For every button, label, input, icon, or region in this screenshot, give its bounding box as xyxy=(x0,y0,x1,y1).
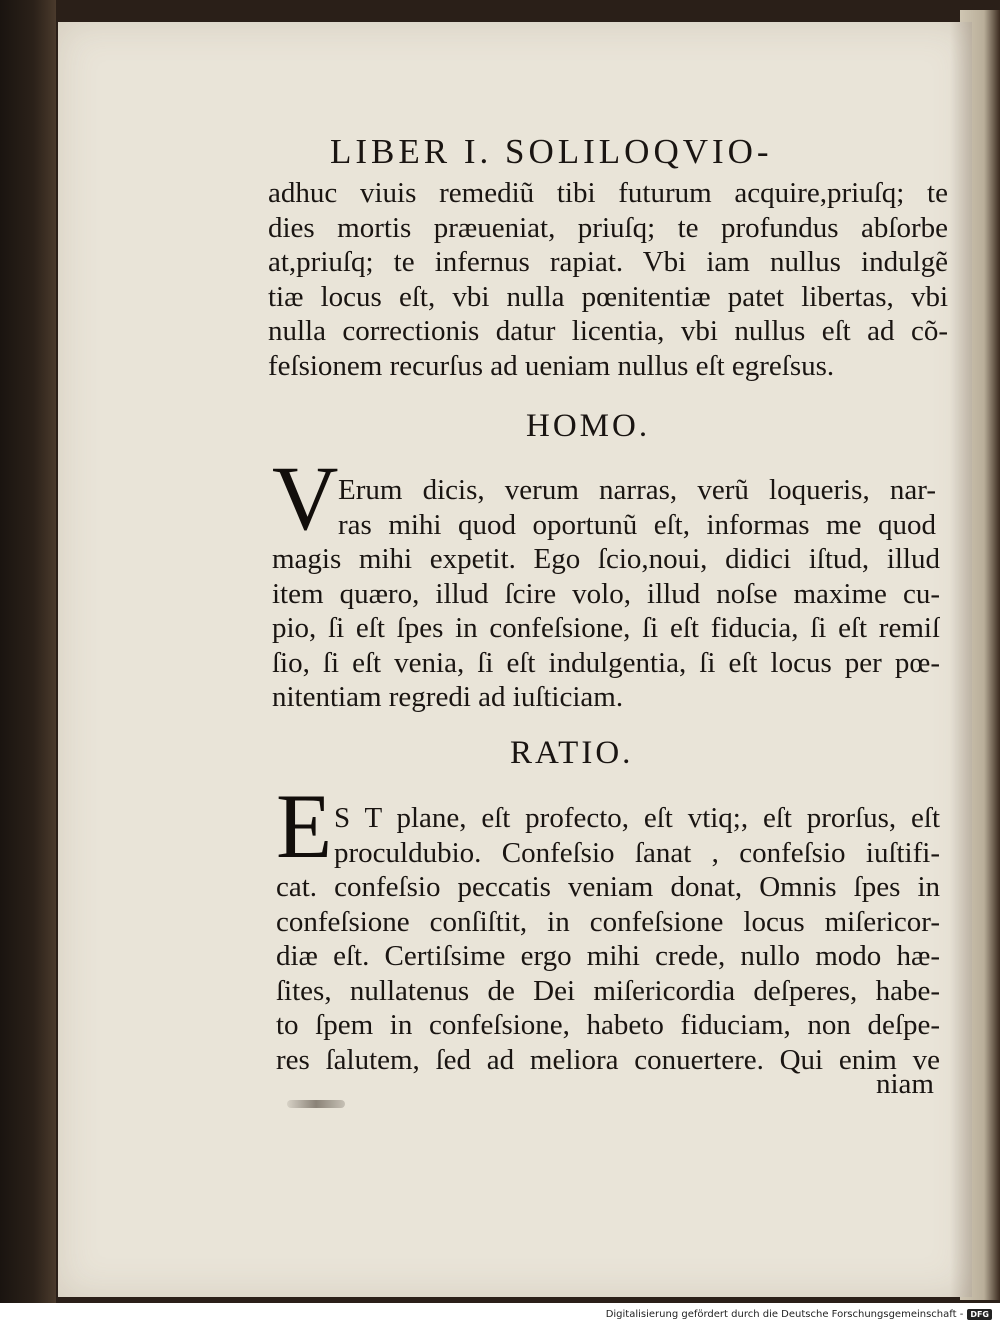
drop-capital: V xyxy=(272,447,339,549)
text-line: to ſpem in confeſsione, habeto fiduciam, non deſpe- xyxy=(276,1009,940,1041)
paragraph-homo-start xyxy=(338,473,936,542)
paragraph-homo xyxy=(272,542,940,715)
ink-smudge xyxy=(287,1100,345,1108)
text-line: confeſsione conſiſtit, in confeſsione locus miſericor- xyxy=(276,905,940,938)
text-line: adhuc viuis remediũ tibi futurum acquire,priuſq; te xyxy=(268,177,948,209)
text-line: ras mihi quod oportunũ eſt, informas me quod xyxy=(338,508,936,541)
text-line: nitentiam regredi ad iuſticiam. xyxy=(272,681,624,713)
text-line: magis mihi expetit. Ego ſcio,noui, didici iſtud, illud xyxy=(272,543,940,575)
text-line: tiæ locus eſt, vbi nulla pœnitentiæ patet libertas, vbi xyxy=(268,280,948,313)
text-line: pio, ſi eſt ſpes in confeſsione, ſi eſt fiducia, ſi eſt remiſ xyxy=(272,612,940,644)
text-line: item quæro, illud ſcire volo, illud noſse maxime cu- xyxy=(272,577,940,610)
text-line: res ſalutem, ſed ad meliora conuertere. Qui enim ve xyxy=(276,1043,940,1076)
heading-ratio: RATIO. xyxy=(510,735,634,771)
paragraph-ratio-start xyxy=(334,801,940,870)
text-line: at,priuſq; te infernus rapiat. Vbi iam nullus indulgẽ xyxy=(268,246,948,278)
text-line: Erum dicis, verum narras, verũ loqueris, nar- xyxy=(338,474,936,506)
paragraph-ratio xyxy=(276,870,940,1077)
text-line: ſio, ſi eſt venia, ſi eſt indulgentia, ſi eſt locus per pœ- xyxy=(272,646,940,679)
text-line: feſsionem recurſus ad ueniam nullus eſt egreſsus. xyxy=(268,349,835,382)
text-line: S T plane, eſt profecto, eſt vtiq;, eſt prorſus, eſt xyxy=(334,802,940,834)
text-line: diæ eſt. Certiſsime ergo mihi crede, nullo modo hæ- xyxy=(276,940,940,972)
heading-homo: HOMO. xyxy=(526,408,651,444)
text-line: cat. confeſsio peccatis veniam donat, Omnis ſpes in xyxy=(276,871,940,903)
text-line: nulla correctionis datur licentia, vbi nullus eſt ad cõ- xyxy=(268,315,948,347)
page-shadow xyxy=(950,22,972,1297)
drop-capital: E xyxy=(276,775,333,877)
text-line: ſites, nullatenus de Dei miſericordia deſperes, habe- xyxy=(276,974,940,1007)
footer-credit: Digitalisierung gefördert durch die Deutsche Forschungsgemeinschaft - xyxy=(605,1308,964,1320)
paragraph-continuation xyxy=(268,176,948,383)
catchword: niam xyxy=(876,1068,934,1100)
book-spine xyxy=(0,0,56,1303)
text-line: proculdubio. Confeſsio ſanat , confeſsio iuſtifi- xyxy=(334,836,940,869)
running-head: LIBER I. SOLILOQVIO- xyxy=(330,132,773,171)
dfg-logo-icon: DFG xyxy=(967,1309,992,1320)
text-line: dies mortis præueniat, priuſq; te profundus abſorbe xyxy=(268,211,948,244)
digitization-footer xyxy=(606,1307,992,1321)
